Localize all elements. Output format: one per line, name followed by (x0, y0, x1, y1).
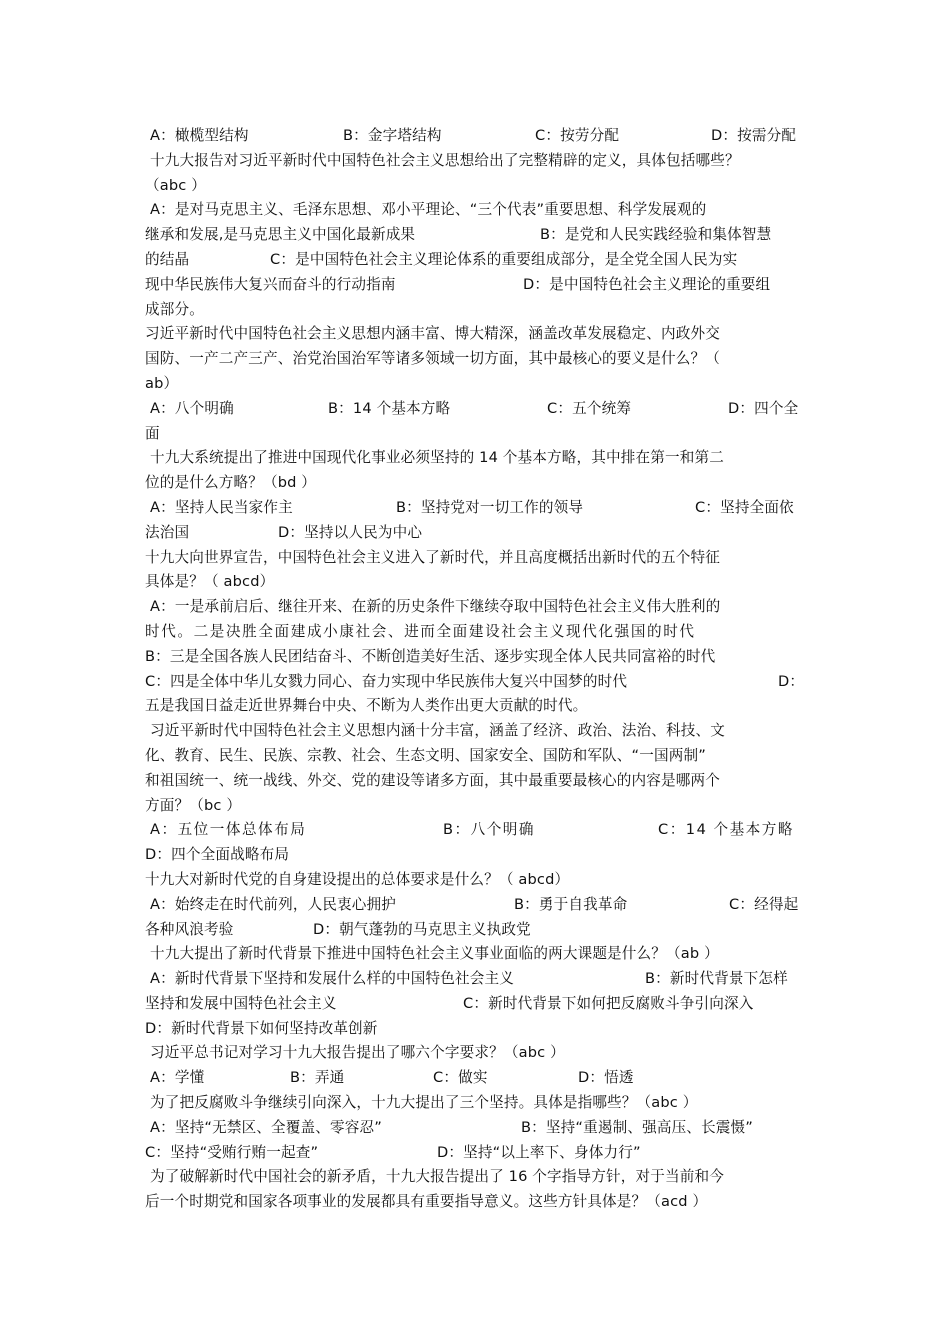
option-line (145, 645, 813, 670)
question-text: 十九大提出了新时代背景下推进中国特色社会主义事业面临的两大课题是什么？（ab ） (150, 945, 719, 963)
option-text: 面 (145, 424, 160, 442)
option-d: D： (778, 672, 805, 690)
question-line (145, 868, 813, 893)
option-text: 现中华民族伟大复兴而奋斗的行动指南 (145, 275, 396, 293)
option-d: D：坚持“以上率下、身体力行” (437, 1143, 641, 1161)
option-d: D：悟透 (578, 1069, 634, 1087)
option-row (145, 1066, 813, 1091)
question-line (145, 471, 813, 496)
option-a: A：是对马克思主义、毛泽东思想、邓小平理论、“三个代表”重要思想、科学发展观的 (150, 201, 707, 219)
question-text: 和祖国统一、统一战线、外交、党的建设等诸多方面，其中最重要最核心的内容是哪两个 (145, 771, 721, 789)
option-row (145, 397, 813, 422)
option-c: C：坚持全面依 (695, 498, 794, 516)
option-a: A：橄榄型结构 (150, 127, 249, 144)
option-b: B：三是全国各族人民团结奋斗、不断创造美好生活、逐步实现全体人民共同富裕的时代 (145, 647, 716, 665)
option-row (145, 223, 813, 248)
option-text: 成部分。 (145, 300, 204, 318)
question-line (145, 546, 813, 571)
option-b: B：坚持“重遏制、强高压、长震慑” (521, 1118, 753, 1136)
option-text: 坚持和发展中国特色社会主义 (145, 994, 337, 1012)
option-row (145, 992, 813, 1017)
question-text: 十九大对新时代党的自身建设提出的总体要求是什么？（ abcd） (145, 870, 570, 888)
question-text: 习近平总书记对学习十九大报告提出了哪六个字要求？（abc ） (150, 1044, 565, 1062)
option-a: A：坚持“无禁区、全覆盖、零容忍” (150, 1118, 382, 1136)
option-line (145, 620, 813, 645)
option-b: B：是党和人民实践经验和集体智慧 (540, 226, 772, 244)
question-line (145, 942, 813, 967)
option-row (145, 273, 813, 298)
option-c: C：做实 (433, 1069, 488, 1087)
option-row (145, 1116, 813, 1141)
question-line (145, 744, 813, 769)
option-b: B：弄通 (290, 1069, 345, 1087)
question-line (145, 769, 813, 794)
answer-key: （abc ） (145, 176, 206, 194)
answer-key: ab） (145, 374, 179, 392)
question-text: 方面？（bc ） (145, 796, 242, 814)
option-c: C：是中国特色社会主义理论体系的重要组成部分，是全党全国人民为实 (270, 250, 738, 268)
option-a: A：八个明确 (150, 399, 234, 417)
answer-line (145, 372, 813, 397)
option-a: A：一是承前启后、继往开来、在新的历史条件下继续夺取中国特色社会主义伟大胜利的 (150, 598, 721, 616)
option-line (145, 694, 813, 719)
option-d: D：四个全面战略布局 (145, 846, 290, 864)
option-row (145, 893, 813, 918)
question-line (145, 570, 813, 595)
option-text: 法治国 (145, 523, 190, 541)
option-text: 时代。二是决胜全面建成小康社会、进而全面建设社会主义现代化强国的时代 (145, 622, 696, 640)
question-text: 国防、一产二产三产、治党治国治军等诸多领域一切方面，其中最核心的要义是什么？（ (145, 350, 721, 368)
question-text: 为了把反腐败斗争继续引向深入，十九大提出了三个坚持。具体是指哪些？（abc ） (150, 1094, 698, 1112)
question-text: 习近平新时代中国特色社会主义思想内涵十分丰富，涵盖了经济、政治、法治、科技、文 (150, 722, 726, 740)
question-text: 后一个时期党和国家各项事业的发展都具有重要指导意义。这些方针具体是？（acd ） (145, 1193, 708, 1211)
question-line (145, 1165, 813, 1190)
option-line (145, 298, 813, 323)
question-text: 具体是？（ abcd） (145, 573, 275, 591)
option-b: B：八个明确 (443, 821, 535, 839)
question-line (145, 149, 813, 174)
option-c: C：四是全体中华儿女戮力同心、奋力实现中华民族伟大复兴中国梦的时代 (145, 672, 628, 690)
option-text: 五是我国日益走近世界舞台中央、不断为人类作出更大贡献的时代。 (145, 697, 588, 715)
option-line (145, 843, 813, 868)
option-line (145, 422, 813, 447)
question-text: 化、教育、民生、民族、宗教、社会、生态文明、国家安全、国防和军队、“一国两制” (145, 746, 706, 764)
option-d: D：四个全 (728, 399, 799, 417)
question-text: 位的是什么方略？（bd ） (145, 474, 317, 492)
option-c: C：经得起 (729, 895, 799, 913)
option-a: A：五位一体总体布局 (150, 821, 307, 839)
question-text: 十九大报告对习近平新时代中国特色社会主义思想给出了完整精辟的定义，具体包括哪些？ (150, 151, 740, 169)
option-line (145, 1017, 813, 1042)
option-c: C：按劳分配 (535, 127, 620, 144)
option-text: 的结晶 (145, 250, 190, 268)
question-line (145, 1041, 813, 1066)
option-a: A：坚持人民当家作主 (150, 498, 293, 516)
option-b: B：金字塔结构 (343, 127, 442, 144)
option-a: A：始终走在时代前列，人民衷心拥护 (150, 895, 397, 913)
option-c: C：14 个基本方略 (658, 821, 794, 839)
question-line (145, 719, 813, 744)
option-c: C：新时代背景下如何把反腐败斗争引向深入 (463, 994, 754, 1012)
option-d: D：新时代背景下如何坚持改革创新 (145, 1019, 378, 1037)
option-line (145, 198, 813, 223)
option-row (145, 521, 813, 546)
option-d: D：朝气蓬勃的马克思主义执政党 (313, 920, 531, 938)
question-line (145, 794, 813, 819)
option-b: B：新时代背景下怎样 (645, 970, 788, 988)
option-row (145, 124, 813, 149)
option-a: A：学懂 (150, 1069, 205, 1087)
answer-line (145, 174, 813, 199)
question-line (145, 1190, 813, 1215)
option-row (145, 496, 813, 521)
option-d: D：按需分配 (711, 127, 797, 144)
question-line (145, 446, 813, 471)
option-b: B：14 个基本方略 (328, 399, 451, 417)
question-line (145, 1091, 813, 1116)
option-row (145, 918, 813, 943)
question-text: 为了破解新时代中国社会的新矛盾，十九大报告提出了 16 个字指导方针，对于当前和今 (150, 1168, 724, 1186)
option-text: 继承和发展,是马克思主义中国化最新成果 (145, 226, 416, 244)
option-line (145, 595, 813, 620)
question-line (145, 322, 813, 347)
question-text: 十九大系统提出了推进中国现代化事业必须坚持的 14 个基本方略，其中排在第一和第二 (150, 449, 724, 467)
question-line (145, 347, 813, 372)
option-c: C：五个统筹 (547, 399, 632, 417)
option-row (145, 670, 813, 695)
option-c: C：坚持“受贿行贿一起查” (145, 1143, 319, 1161)
option-d: D：坚持以人民为中心 (278, 523, 423, 541)
option-b: B：勇于自我革命 (514, 895, 628, 913)
option-row (145, 967, 813, 992)
option-b: B：坚持党对一切工作的领导 (396, 498, 584, 516)
question-text: 十九大向世界宣告，中国特色社会主义进入了新时代，并且高度概括出新时代的五个特征 (145, 548, 721, 566)
option-row (145, 248, 813, 273)
document-body (145, 124, 813, 1215)
option-text: 各种风浪考验 (145, 920, 234, 938)
option-d: D：是中国特色社会主义理论的重要组 (523, 275, 771, 293)
option-row (145, 818, 813, 843)
option-a: A：新时代背景下坚持和发展什么样的中国特色社会主义 (150, 970, 514, 988)
question-text: 习近平新时代中国特色社会主义思想内涵丰富、博大精深，涵盖改革发展稳定、内政外交 (145, 325, 721, 343)
option-row (145, 1141, 813, 1166)
